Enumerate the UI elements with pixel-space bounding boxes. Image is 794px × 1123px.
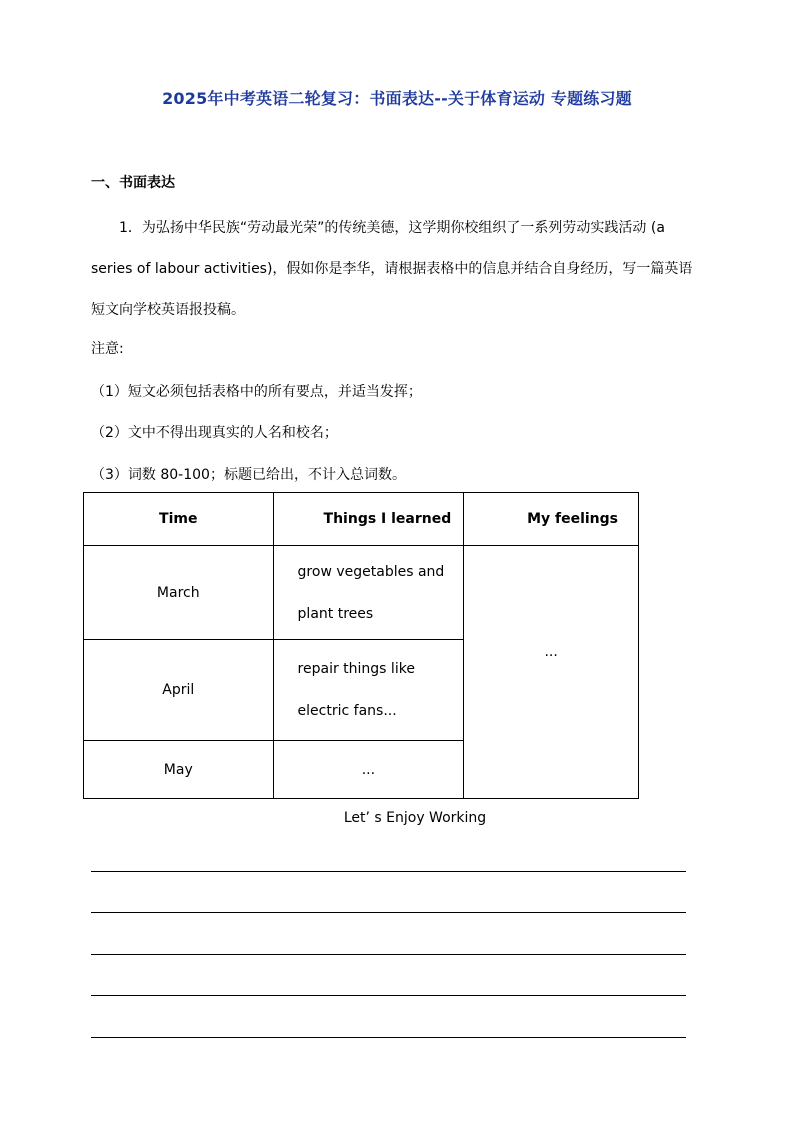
row-things: repair things like electric fans... <box>273 640 464 741</box>
header-feelings: My feelings <box>464 493 639 546</box>
question-text: 1．为弘扬中华民族“劳动最光荣”的传统美德，这学期你校组织了一系列劳动实践活动 (a series of labour activities)，假如你是李华，请根据表格中的信息并结合自身经历，写一篇英语短文向学校英语报投稿。 <box>91 220 693 318</box>
row-time: March <box>84 546 274 640</box>
row-things: grow vegetables and plant trees <box>273 546 464 640</box>
writing-line[interactable] <box>91 871 686 872</box>
writing-line[interactable] <box>91 995 686 996</box>
note-item-3: （3）词数 80-100；标题已给出，不计入总词数。 <box>91 467 406 483</box>
essay-title: Let’ s Enjoy Working <box>343 810 487 826</box>
feelings-cell: ... <box>464 546 639 799</box>
header-time: Time <box>84 493 274 546</box>
header-things: Things I learned <box>273 493 464 546</box>
writing-line[interactable] <box>91 954 686 955</box>
note-item-1: （1）短文必须包括表格中的所有要点，并适当发挥； <box>91 384 422 400</box>
row-time: May <box>84 741 274 799</box>
writing-line[interactable] <box>91 912 686 913</box>
note-item-2: （2）文中不得出现真实的人名和校名； <box>91 425 338 441</box>
section-heading: 一、书面表达 <box>91 175 175 191</box>
row-things: ... <box>273 741 464 799</box>
notes-label: 注意: <box>91 341 124 357</box>
table-header-row <box>84 493 639 546</box>
info-table <box>83 492 639 799</box>
writing-line[interactable] <box>91 1037 686 1038</box>
row-time: April <box>84 640 274 741</box>
table-row <box>84 546 639 640</box>
document-title: 2025年中考英语二轮复习：书面表达--关于体育运动 专题练习题 <box>162 89 632 108</box>
